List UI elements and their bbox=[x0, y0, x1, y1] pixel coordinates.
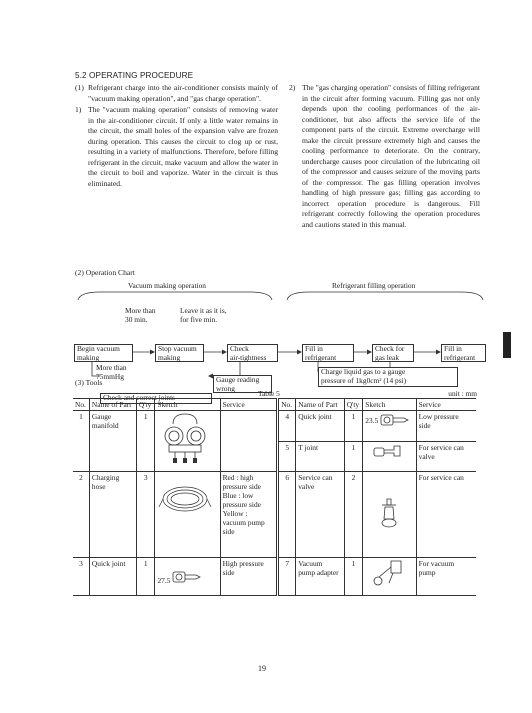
row2-name: Charging hose bbox=[89, 472, 136, 558]
header-no-2: No. bbox=[278, 399, 296, 411]
row4-qty: 1 bbox=[344, 411, 363, 442]
service-can-valve-sketch bbox=[379, 497, 399, 531]
header-service-2: Service bbox=[416, 399, 476, 411]
gauge-manifold-sketch bbox=[157, 412, 213, 470]
row6-sketch bbox=[363, 472, 416, 558]
quick-joint-low-sketch bbox=[380, 412, 410, 428]
item-2-number: 2) bbox=[289, 83, 296, 92]
row7-sketch bbox=[363, 558, 416, 596]
charge-liquid-gas-box: Charge liquid gas to a gauge pressure of 1kg0cm² (14 psi) bbox=[318, 367, 458, 387]
tools-heading: (3) Tools bbox=[75, 378, 103, 387]
item-1a-text: The "vacuum making operation" consists of removing water in the air-conditioner circuit. If only a little water remains in the circuit, the small holes of the expansion valve are frozen during operation. This causes the circuit to clog up or rust, resulting in a variety of malfunctions. Therefore, before filling refrigerant in the circuit, make vacuum and allow the water in the circuit to boil and vaporize. Water in the circuit is thus eliminated. bbox=[88, 105, 278, 188]
row3-sketch bbox=[155, 558, 220, 596]
check-correct-joints-box: Check and correct joints bbox=[100, 393, 212, 404]
row1-qty: 1 bbox=[136, 411, 155, 472]
row6-service: For service can bbox=[416, 472, 476, 558]
check-air-tightness-box: Check air-tightness bbox=[227, 344, 278, 362]
row5-qty: 1 bbox=[344, 441, 363, 472]
fill-in-refrigerant-box-1: Fill in refrigerant bbox=[302, 344, 354, 362]
row3-service: High pressure side bbox=[220, 558, 278, 596]
page-edge-tab bbox=[503, 332, 511, 358]
gauge-reading-wrong-box: Gauge reading wrong bbox=[213, 375, 272, 393]
table-unit: unit : mm bbox=[448, 389, 477, 398]
header-qty: Q'ty bbox=[136, 399, 155, 411]
row5-name: T joint bbox=[296, 441, 344, 472]
row4-service: Low pressure side bbox=[416, 411, 476, 442]
stop-vacuum-box: Stop vacuum making bbox=[155, 344, 204, 362]
row7-service: For vacuum pump bbox=[416, 558, 476, 596]
row6-qty: 2 bbox=[344, 472, 363, 558]
row4-sketch bbox=[363, 411, 416, 442]
row3-qty: 1 bbox=[136, 558, 155, 596]
more-than-75mmhg: More than 75mmHg bbox=[96, 363, 127, 381]
row2-qty: 3 bbox=[136, 472, 155, 558]
row3-name: Quick joint bbox=[89, 558, 136, 596]
row5-sketch bbox=[363, 441, 416, 472]
leave-it-note: Leave it as it is, for five min. bbox=[180, 306, 227, 324]
row1-sketch bbox=[155, 411, 220, 472]
vacuum-pump-adapter-sketch bbox=[371, 559, 407, 589]
header-name-2: Name of Part bbox=[296, 399, 344, 411]
row6-no: 6 bbox=[278, 472, 296, 558]
row7-qty: 1 bbox=[344, 558, 363, 596]
row2-no: 2 bbox=[73, 472, 89, 558]
row3-no: 3 bbox=[73, 558, 89, 596]
table-caption: Table 5 bbox=[258, 389, 280, 398]
row4-no: 4 bbox=[278, 411, 296, 442]
more-than-30-min: More than 30 min. bbox=[125, 306, 156, 324]
fill-in-refrigerant-box-2: Fill in refrigerant bbox=[441, 344, 486, 362]
row1-service bbox=[220, 411, 278, 472]
check-gas-leak-box: Check for gas leak bbox=[372, 344, 414, 362]
row1-no: 1 bbox=[79, 412, 83, 421]
item-1-text: Refrigerant charge into the air-conditioner consists mainly of "vacuum making operation", and "gas charge operation". bbox=[88, 83, 278, 103]
row6-name: Service can valve bbox=[296, 472, 344, 558]
row1-name: Gauge manifold bbox=[89, 411, 136, 472]
header-name: Name of Part bbox=[89, 399, 136, 411]
tools-table bbox=[73, 398, 476, 596]
operation-chart-heading: (2) Operation Chart bbox=[75, 268, 135, 277]
header-no: No. bbox=[73, 399, 89, 411]
row2-service: Red : high pressure side Blue : low pressure side Yellow : vacuum pump side bbox=[220, 472, 278, 558]
item-2-text: The "gas charging operation" consists of filling refrigerant in the circuit after forming vacuum. Filling gas not only depends upon the cooling performances of the air-conditioner, but also affects the service life of the component parts of the circuit. Extreme overcharge will make the circuit pressure extremely high and causes the cooling performance to deteriorate. On the contrary, undercharge causes poor circulation of the lubricating oil of the compressor and causes seizure of the moving parts of the compressor. The gas filling operation involves handling of high pressure gas; filling gas according to incorrect operation procedure is dangerous. Fill refrigerant correctly following the operation procedures and cautions stated in this manual. bbox=[302, 83, 480, 229]
row5-service: For service can valve bbox=[416, 441, 476, 472]
row7-no: 7 bbox=[278, 558, 296, 596]
row3-sketch-label: 27.5 bbox=[157, 575, 171, 585]
vacuum-making-title: Vacuum making operation bbox=[128, 281, 206, 290]
header-service: Service bbox=[220, 399, 278, 411]
header-sketch: Sketch bbox=[155, 399, 220, 411]
row7-name: Vacuum pump adapter bbox=[296, 558, 344, 596]
header-qty-2: Q'ty bbox=[344, 399, 363, 411]
item-1a-number: 1) bbox=[75, 105, 82, 114]
row2-sketch bbox=[155, 472, 220, 558]
t-joint-sketch bbox=[372, 443, 406, 459]
row4-sketch-label: 23.5 bbox=[365, 415, 379, 425]
charging-hose-sketch bbox=[157, 473, 213, 529]
quick-joint-high-sketch bbox=[172, 569, 202, 585]
page-number: 19 bbox=[258, 664, 266, 673]
row4-name: Quick joint bbox=[296, 411, 344, 442]
section-heading: 5.2 OPERATING PROCEDURE bbox=[75, 71, 194, 80]
refrigerant-filling-title: Refrigerant filling operation bbox=[332, 281, 416, 290]
row5-no: 5 bbox=[278, 441, 296, 472]
header-sketch-2: Sketch bbox=[363, 399, 416, 411]
begin-vacuum-box: Begin vacuum making bbox=[74, 344, 133, 362]
item-1-number: (1) bbox=[75, 83, 84, 92]
